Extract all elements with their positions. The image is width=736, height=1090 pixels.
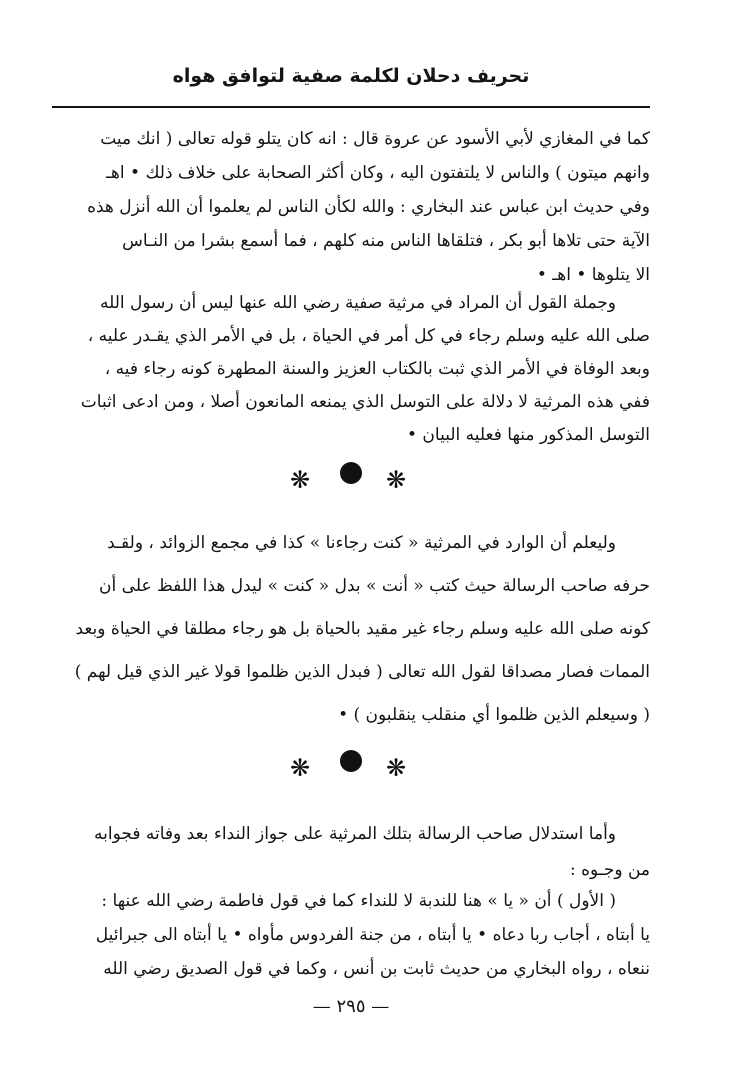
paragraph-line: التوسل المذكور منها فعليه البيان • [407, 425, 650, 445]
paragraph-2 [52, 287, 650, 452]
section-separator [290, 462, 412, 496]
paragraph-3 [52, 522, 650, 737]
bullet-dot-icon [340, 462, 362, 484]
paragraph-1 [52, 122, 650, 292]
section-separator [290, 750, 412, 784]
paragraph-line: وانهم ميتون ) والناس لا يلتفتون اليه ، وكان أكثر الصحابة على خلاف ذلك • اهـ [105, 163, 650, 183]
paragraph-line: الممات فصار مصداقا لقول الله تعالى ( فبدل الذين ظلموا قولا غير الذي قيل لهم ) [74, 662, 650, 682]
paragraph-line: ( وسيعلم الذين ظلموا أي منقلب ينقلبون ) • [338, 705, 650, 725]
paragraph-line: الا يتلوها • اهـ • [536, 265, 650, 285]
paragraph-5 [52, 884, 650, 986]
paragraph-line: ( الأول ) أن « يا » هنا للندبة لا للنداء كما في قول فاطمة رضي الله عنها : [101, 891, 616, 911]
paragraph-line: من وجـوه : [570, 860, 650, 880]
paragraph-line: وليعلم أن الوارد في المرثية « كنت رجاءنا » كذا في مجمع الزوائد ، ولقـد [107, 533, 616, 553]
paragraph-line: حرفه صاحب الرسالة حيث كتب « أنت » بدل « كنت » ليدل هذا اللفظ على أن [99, 576, 650, 596]
paragraph-line: ففي هذه المرثية لا دلالة على التوسل الذي يمنعه المانعون أصلا ، ومن ادعى اثبات [80, 392, 650, 412]
paragraph-line: ننعاه ، رواه البخاري من حديث ثابت بن أنس ، وكما في قول الصديق رضي الله [103, 959, 650, 979]
paragraph-line: وفي حديث ابن عباس عند البخاري : والله لكأن الناس لم يعلموا أن الله أنزل هذه [87, 197, 650, 217]
header-rule [52, 106, 650, 108]
paragraph-line: وأما استدلال صاحب الرسالة بتلك المرثية على جواز النداء بعد وفاته فجوابه [94, 824, 616, 844]
asterism-icon: ❋ [386, 754, 407, 782]
paragraph-line: وبعد الوفاة في الأمر الذي ثبت بالكتاب العزيز والسنة المطهرة كونه رجاء فيه ، [104, 359, 650, 379]
asterism-icon: ❋ [290, 754, 311, 782]
page-header-title: تحريف دحلان لكلمة صفية لتوافق هواه [172, 65, 530, 87]
paragraph-line: كونه صلى الله عليه وسلم رجاء غير مقيد بالحياة بل هو رجاء مطلقا في الحياة وبعد [75, 619, 650, 639]
page-number: — ٢٩٥ — [312, 996, 390, 1017]
paragraph-line: صلى الله عليه وسلم رجاء في كل أمر في الحياة ، بل في الأمر الذي يقـدر عليه ، [87, 326, 650, 346]
paragraph-line: الآية حتى تلاها أبو بكر ، فتلقاها الناس منه كلهم ، فما أسمع بشرا من النـاس [122, 231, 650, 251]
paragraph-4 [52, 816, 650, 888]
paragraph-line: يا أبتاه ، أجاب ربا دعاه • يا أبتاه ، من جنة الفردوس مأواه • يا أبتاه الى جبرائيل [95, 925, 650, 945]
bullet-dot-icon [340, 750, 362, 772]
asterism-icon: ❋ [290, 466, 311, 494]
asterism-icon: ❋ [386, 466, 407, 494]
paragraph-line: وجملة القول أن المراد في مرثية صفية رضي الله عنها ليس أن رسول الله [100, 293, 616, 313]
paragraph-line: كما في المغازي لأبي الأسود عن عروة قال : انه كان يتلو قوله تعالى ( انك ميت [100, 129, 650, 149]
